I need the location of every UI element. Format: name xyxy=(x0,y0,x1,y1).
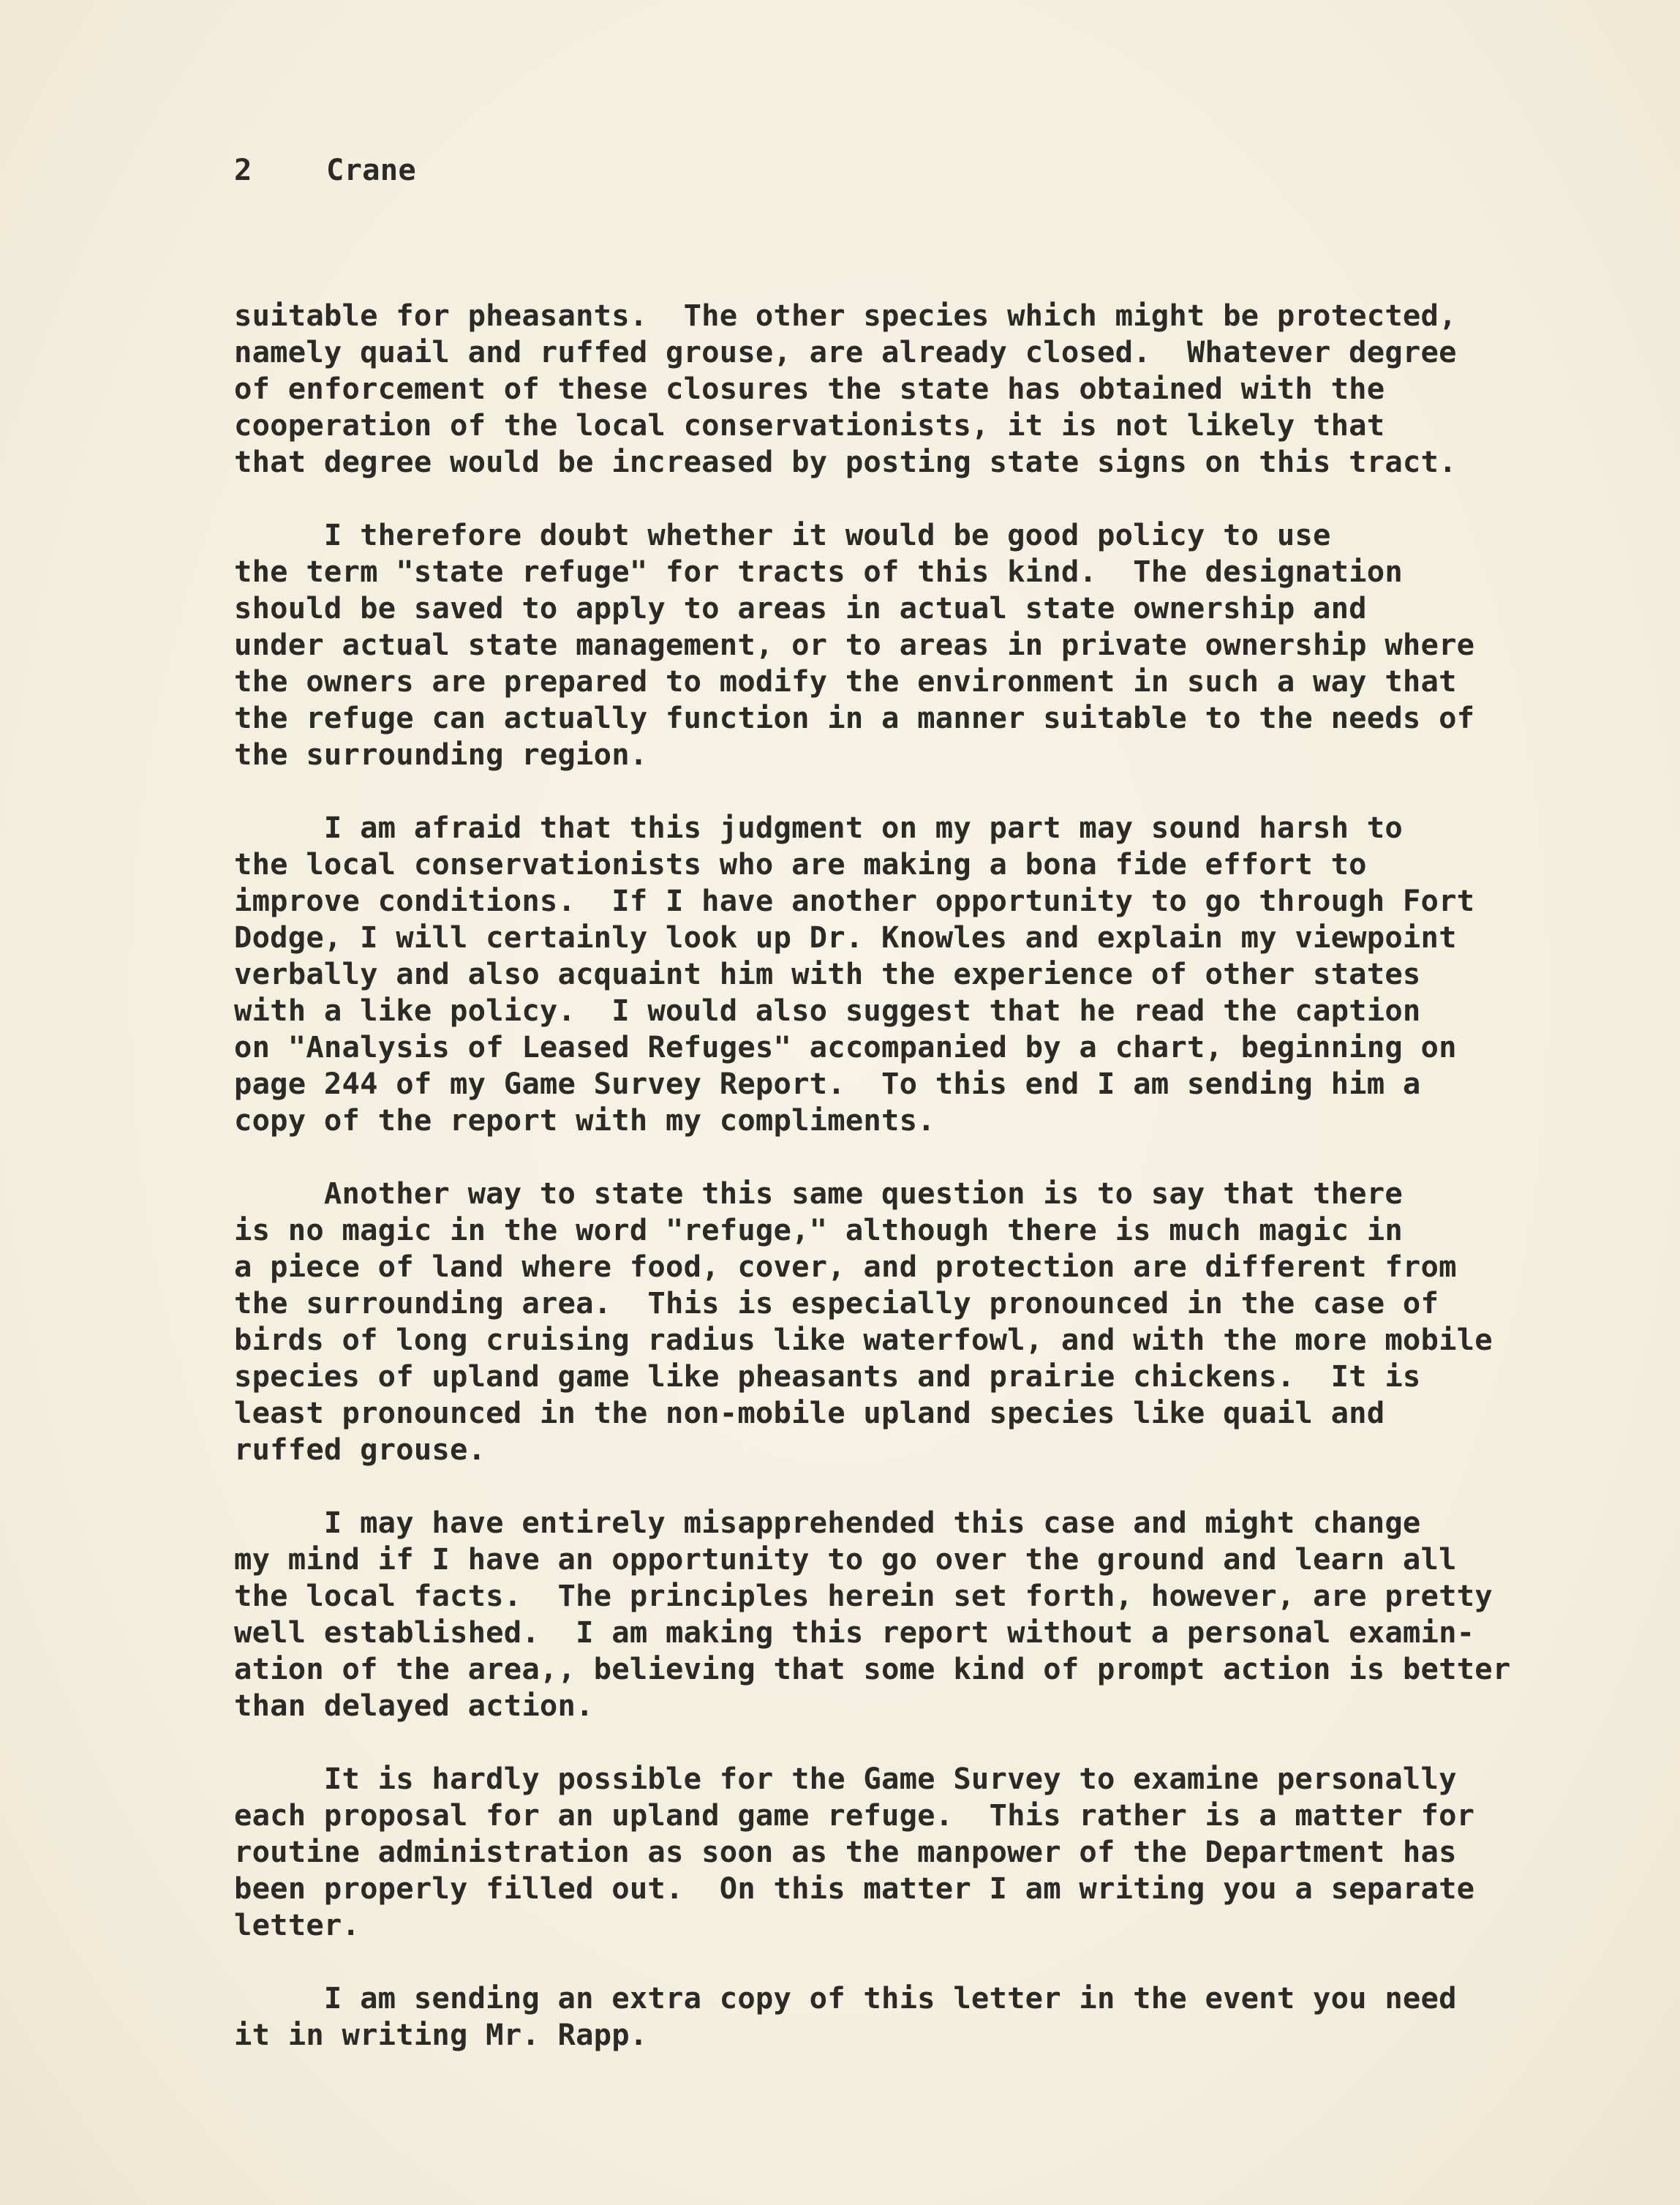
paragraph xyxy=(234,1504,1551,1724)
text-line: than delayed action. xyxy=(234,1688,594,1723)
text-line: the owners are prepared to modify the environment in such a way that xyxy=(234,664,1457,699)
text-line: routine administration as soon as the manpower of the Department has xyxy=(234,1834,1457,1869)
text-line: my mind if I have an opportunity to go over the ground and learn all xyxy=(234,1541,1457,1577)
text-line: birds of long cruising radius like waterfowl, and with the more mobile xyxy=(234,1322,1493,1357)
text-line: under actual state management, or to areas in private ownership where xyxy=(234,627,1475,662)
text-line: the term "state refuge" for tracts of this kind. The designation xyxy=(234,554,1403,589)
text-line: page 244 of my Game Survey Report. To this end I am sending him a xyxy=(234,1066,1421,1101)
text-line: suitable for pheasants. The other species which might be protected, xyxy=(234,298,1457,333)
text-line: I am sending an extra copy of this letter in the event you need xyxy=(234,1980,1457,2016)
text-line: the surrounding area. This is especially pronounced in the case of xyxy=(234,1285,1439,1321)
text-line: namely quail and ruffed grouse, are already closed. Whatever degree xyxy=(234,334,1457,369)
page-header xyxy=(234,152,416,189)
text-line: well established. I am making this report without a personal examin- xyxy=(234,1615,1475,1650)
text-line: Another way to state this same question is to say that there xyxy=(234,1176,1403,1211)
text-line: that degree would be increased by posting state signs on this tract. xyxy=(234,444,1457,479)
text-line: I am afraid that this judgment on my part may sound harsh to xyxy=(234,810,1403,845)
text-line: improve conditions. If I have another opportunity to go through Fort xyxy=(234,883,1475,918)
text-line: species of upland game like pheasants and prairie chickens. It is xyxy=(234,1359,1421,1394)
text-line: the local facts. The principles herein set forth, however, are pretty xyxy=(234,1578,1493,1613)
text-line: each proposal for an upland game refuge. This rather is a matter for xyxy=(234,1798,1475,1833)
paragraph xyxy=(234,1980,1551,2053)
text-line: the local conservationists who are making a bona fide effort to xyxy=(234,846,1367,882)
paragraph xyxy=(234,1175,1551,1468)
text-line: with a like policy. I would also suggest that he read the caption xyxy=(234,993,1421,1028)
text-line: a piece of land where food, cover, and protection are different from xyxy=(234,1249,1457,1284)
text-line: I may have entirely misapprehended this case and might change xyxy=(234,1505,1421,1540)
text-line: it in writing Mr. Rapp. xyxy=(234,2017,648,2052)
recipient-name: Crane xyxy=(326,152,416,187)
text-line: Dodge, I will certainly look up Dr. Knowles and explain my viewpoint xyxy=(234,920,1457,955)
paragraph xyxy=(234,297,1551,480)
letter-body xyxy=(234,297,1551,2089)
text-line: It is hardly possible for the Game Survey to examine personally xyxy=(234,1761,1457,1796)
paragraph xyxy=(234,809,1551,1138)
text-line: of enforcement of these closures the state has obtained with the xyxy=(234,371,1385,406)
text-line: ation of the area,, believing that some kind of prompt action is better xyxy=(234,1651,1511,1686)
paragraph xyxy=(234,1760,1551,1943)
text-line: ruffed grouse. xyxy=(234,1432,486,1467)
text-line: letter. xyxy=(234,1907,361,1942)
text-line: least pronounced in the non-mobile upland species like quail and xyxy=(234,1395,1385,1430)
text-line: the refuge can actually function in a manner suitable to the needs of xyxy=(234,700,1475,735)
text-line: on "Analysis of Leased Refuges" accompanied by a chart, beginning on xyxy=(234,1029,1457,1064)
paragraph xyxy=(234,516,1551,773)
text-line: been properly filled out. On this matter I am writing you a separate xyxy=(234,1871,1475,1906)
text-line: I therefore doubt whether it would be good policy to use xyxy=(234,517,1331,552)
text-line: the surrounding region. xyxy=(234,737,648,772)
text-line: is no magic in the word "refuge," although there is much magic in xyxy=(234,1212,1403,1247)
text-line: copy of the report with my compliments. xyxy=(234,1102,935,1138)
text-line: cooperation of the local conservationists, it is not likely that xyxy=(234,407,1385,443)
page-number: 2 xyxy=(234,152,252,187)
text-line: verbally and also acquaint him with the experience of other states xyxy=(234,956,1421,991)
text-line: should be saved to apply to areas in actual state ownership and xyxy=(234,590,1367,626)
